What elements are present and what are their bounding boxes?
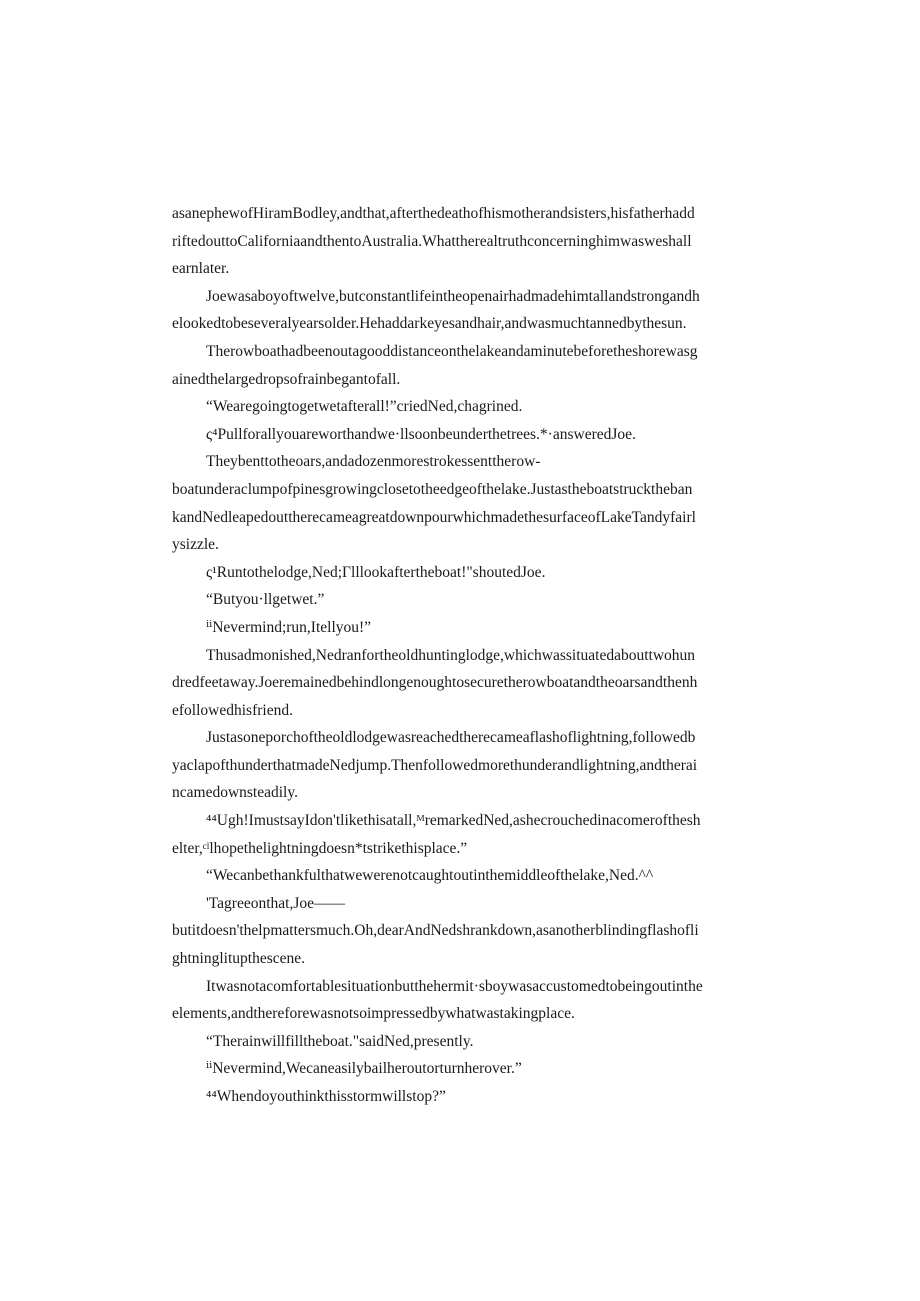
text-line: ghtninglitupthescene.	[172, 950, 306, 968]
text-line: earnlater.	[172, 260, 230, 278]
text-line: “Wecanbethankfulthatwewerenotcaughtoutinthemiddleofthelake,Ned.^^	[206, 867, 654, 885]
text-line: boatunderaclumpofpinesgrowingclosetotheedgeofthelake.Justastheboatstrucktheban	[172, 480, 693, 498]
text-line: elements,andthereforewasnotsoimpressedbywhatwastakingplace.	[172, 1005, 575, 1023]
text-line: ⁱⁱNevermind,Wecaneasilybailheroutorturnherover.”	[206, 1060, 522, 1078]
text-line: ς¹Runtothelodge,Ned;Γlllookaftertheboat!"shoutedJoe.	[206, 563, 546, 581]
text-line: Joewasaboyoftwelve,butconstantlifeintheopenairhadmadehimtallandstrongandh	[206, 287, 700, 305]
text-line: Therowboathadbeenoutagooddistanceonthelakeandaminutebeforetheshorewasg	[206, 342, 698, 360]
body-text	[172, 200, 752, 1111]
text-line: kandNedleapedouttherecameagreatdownpourwhichmadethesurfaceofLakeTandyfairl	[172, 508, 696, 526]
text-line: ⁱⁱNevermind;run,Itellyou!”	[206, 618, 372, 636]
text-line: ncamedownsteadily.	[172, 784, 298, 802]
text-line: ysizzle.	[172, 536, 219, 554]
text-line: Itwasnotacomfortablesituationbutthehermit·sboywasaccustomedtobeingoutinthe	[206, 977, 703, 995]
text-line: efollowedhisfriend.	[172, 701, 293, 719]
text-line: “Wearegoingtogetwetafterall!”criedNed,chagrined.	[206, 398, 523, 416]
text-line: elookedtobeseveralyearsolder.Hehaddarkeyesandhair,andwasmuchtannedbythesun.	[172, 315, 687, 333]
text-line: asanephewofHiramBodley,andthat,afterthedeathofhismotherandsisters,hisfatherhadd	[172, 205, 695, 222]
text-line: ainedthelargedropsofrainbegantofall.	[172, 370, 401, 388]
text-line: ⁴⁴Whendoyouthinkthisstormwillstop?”	[206, 1088, 446, 1105]
text-line: elter,ᶜˡlhopethelightningdoesn*tstrikethisplace.”	[172, 839, 468, 857]
text-line: “Therainwillfilltheboat."saidNed,presently.	[206, 1032, 474, 1050]
text-line: ς⁴Pullforallyouareworthandwe·llsoonbeunderthetrees.*·answeredJoe.	[206, 425, 636, 443]
text-line: ⁴⁴Ugh!ImustsayIdon'tlikethisatall,ᴹremarkedNed,ashecrouchedinacomerofthesh	[206, 812, 701, 830]
text-line: 'Tagreeonthat,Joe——	[206, 894, 346, 912]
text-line: “Butyou·llgetwet.”	[206, 591, 325, 609]
text-line: Thusadmonished,Nedranfortheoldhuntinglodge,whichwassituatedabouttwohun	[206, 646, 696, 664]
text-line: dredfeetaway.Joeremainedbehindlongenoughtosecuretherowboatandtheoarsandthenh	[172, 674, 698, 692]
text-line: Justasoneporchoftheoldlodgewasreachedtherecameaflashoflightning,followedb	[206, 729, 696, 747]
text-line: riftedouttoCaliforniaandthentoAustralia.Whattherealtruthconcerninghimwasweshall	[172, 232, 692, 250]
text-line: butitdoesn'thelpmattersmuch.Oh,dearAndNedshrankdown,asanotherblindingflashofli	[172, 922, 699, 940]
text-line: yaclapofthunderthatmadeNedjump.Thenfollowedmorethunderandlightning,andtherai	[172, 756, 698, 774]
text-line: Theybenttotheoars,andadozenmorestrokessenttherow-	[206, 453, 541, 471]
